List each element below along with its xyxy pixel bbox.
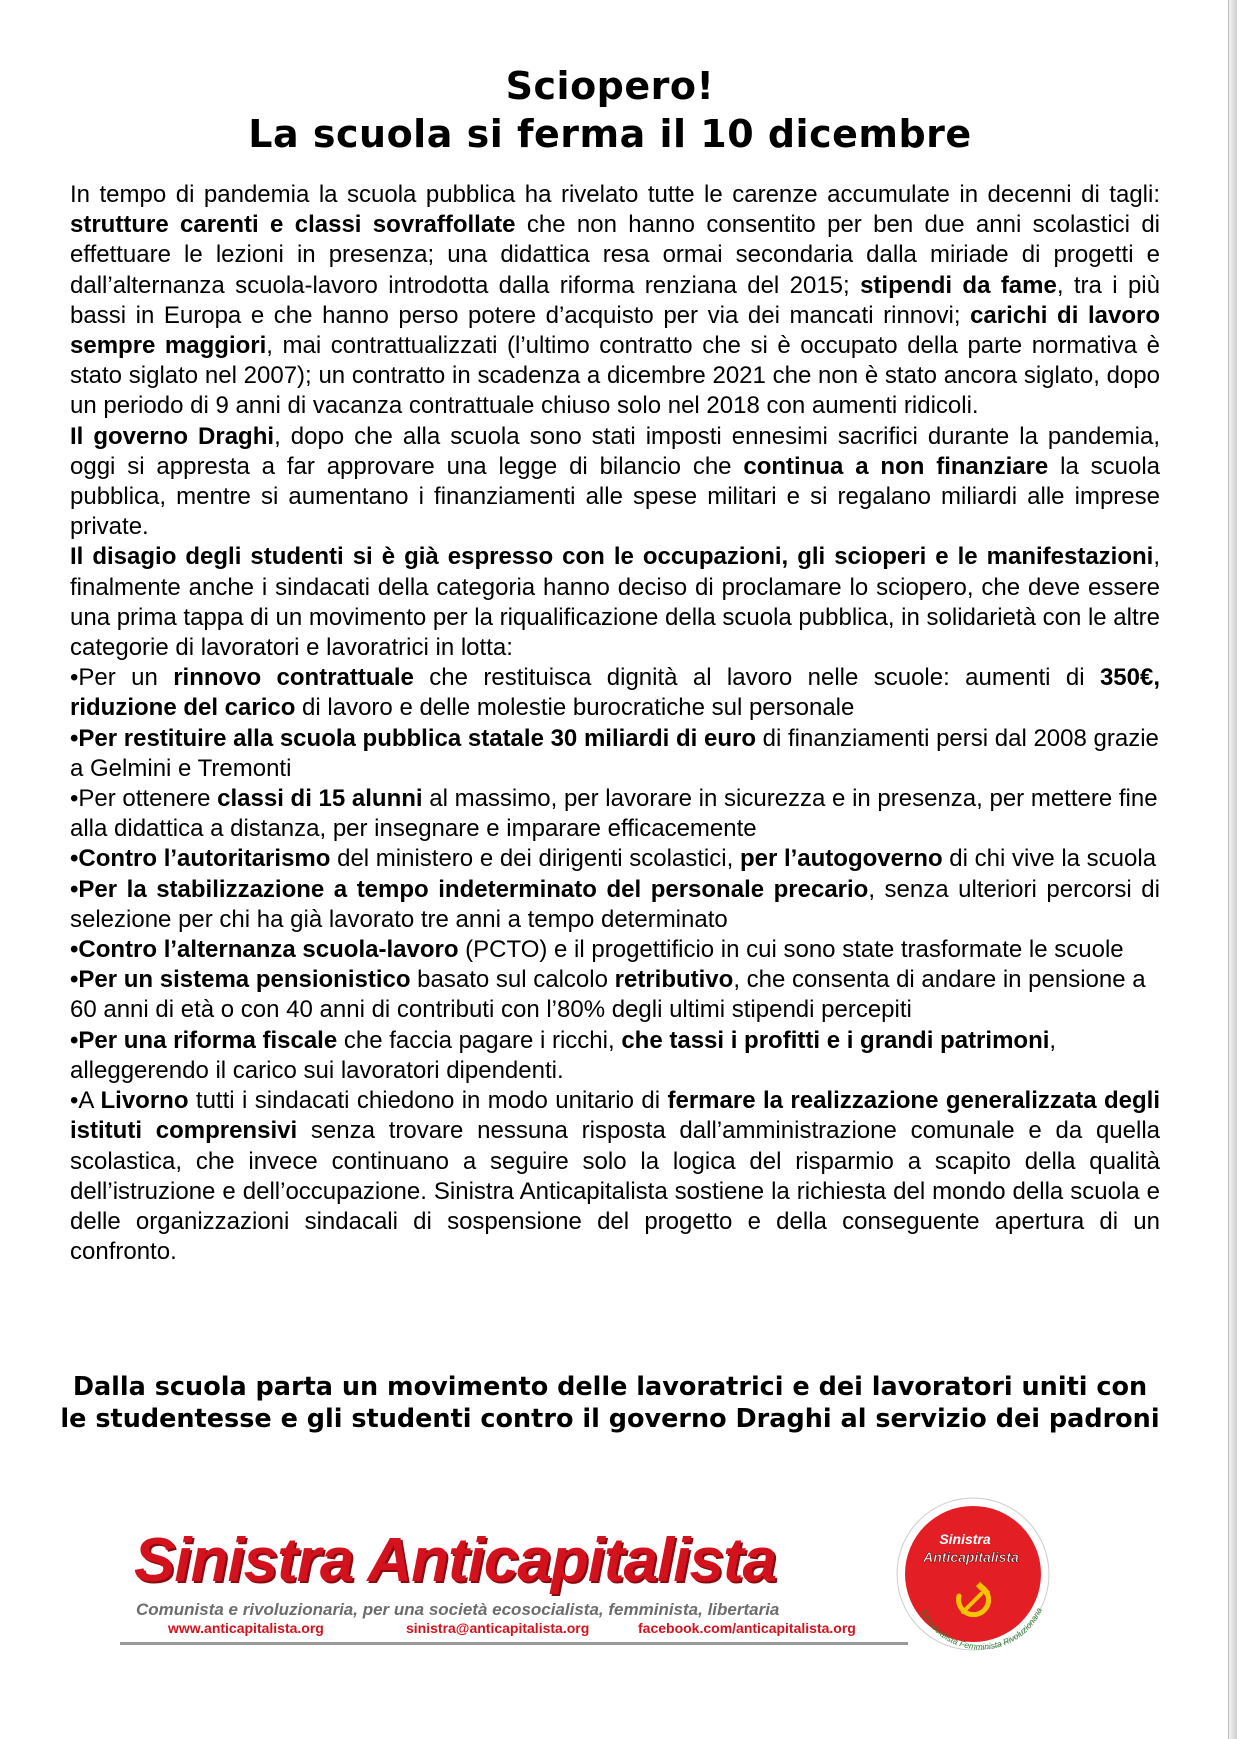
website-link[interactable]: www.anticapitalista.org [168, 1620, 324, 1636]
bullet-precarious [70, 875, 1160, 935]
page-title [0, 62, 1220, 158]
text-run: In tempo di pandemia la scuola pubblica ha rivelato tutte le carenze accumulate in decenni di tagli: [70, 181, 1160, 208]
bullet-alternanza [70, 935, 1160, 965]
bold-text: Il disagio degli studenti si è già espresso con le occupazioni, gli scioperi e le manifestazioni [70, 543, 1154, 571]
brand-name: Sinistra Anticapitalista [134, 1526, 777, 1595]
bullet-self-government [70, 844, 1160, 874]
text-run: che faccia pagare i ricchi, [337, 1026, 622, 1054]
bold-text: retributivo [614, 966, 734, 994]
text-run: basato sul calcolo [410, 966, 615, 994]
text-run: , finalmente anche i sindacati della categoria hanno deciso di proclamare lo sciopero, che deve essere una prima tappa di un movimento per la riqualificazione della scuola pubblica, in solidarietà con le altre categorie di lavoratori e lavoratrici in lotta: [70, 543, 1160, 662]
bullet-funding [70, 724, 1160, 784]
text-run: , che consenta di andare in pensione a 60 anni di età o con 40 anni di contributi con l’80% degli ultimi stipendi percepiti [70, 966, 1146, 1024]
bold-text: che tassi i profitti e i grandi patrimoni [621, 1026, 1050, 1054]
bold-text: Livorno [100, 1087, 189, 1115]
text-run: •A [70, 1087, 101, 1115]
text-run: tutti i sindacati chiedono in modo unitario di [188, 1087, 668, 1115]
text-run: , alleggerendo il carico sui lavoratori dipendenti. [70, 1026, 1057, 1084]
bold-text: carichi di lavoro sempre maggiori [70, 301, 1160, 360]
text-run: di lavoro e delle molestie burocratiche sul personale [295, 694, 855, 722]
text-run: (PCTO) e il progettificio in cui sono state trasformate le scuole [458, 936, 1124, 964]
facebook-link[interactable]: facebook.com/anticapitalista.org [638, 1620, 856, 1636]
paragraph-intro [70, 180, 1160, 422]
bold-text: per l’autogoverno [739, 845, 943, 873]
text-run: , tra i più bassi in Europa e che hanno perso potere d’acquisto per via dei mancati rinnovi; [70, 271, 1160, 329]
text-run: che non hanno consentito per ben due anni scolastici di effettuare le lezioni in presenza; una didattica resa ormai secondaria dalla miriade di progetti e dall’alternanza scuola-lavoro introdotta dalla riforma renziana del 2015; [70, 211, 1160, 299]
text-run: del ministero e dei dirigenti scolastici, [330, 845, 740, 873]
bold-text: stipendi da fame [860, 271, 1057, 299]
bullet-class-size [70, 784, 1160, 844]
text-run: •Per ottenere [70, 785, 218, 813]
text-run: che restituisca dignità al lavoro nelle scuole: aumenti di [413, 664, 1100, 692]
bold-text: •Per restituire alla scuola pubblica statale 30 miliardi di euro [70, 724, 756, 752]
bold-text: •Contro l’alternanza scuola-lavoro [70, 936, 459, 964]
contact-links [168, 1620, 908, 1642]
bold-text: •Per una riforma fiscale [70, 1026, 338, 1054]
text-run: senza trovare nessuna risposta dall’amministrazione comunale e da quella scolastica, che invece continuano a seguire solo la logica del risparmio a scapito della qualità dell’istruzione e dell’occupazione. Sinistra Anticapitalista sostiene la richiesta del mondo della scuola e delle organizzazioni sindacali di sospensione del progetto e della conseguente apertura di un confronto. [70, 1117, 1161, 1266]
bold-text: classi di 15 alunni [217, 785, 423, 813]
text-run: di chi vive la scuola [942, 845, 1157, 873]
bold-text: Il governo Draghi [70, 422, 275, 450]
text-run: , mai contrattualizzati (l’ultimo contratto che si è occupato della parte normativa è stato siglato nel 2007); un contratto in scadenza a dicembre 2021 che non è stato ancora siglato, dopo un periodo di 9 anni di vacanza contrattuale chiuso solo nel 2018 con aumenti ridicoli. [70, 332, 1160, 420]
seal-text-2: Anticapitalista [923, 1549, 1019, 1565]
bullet-pension [70, 965, 1160, 1025]
text-run: al massimo, per lavorare in sicurezza e in presenza, per mettere fine alla didattica a distanza, per insegnare e imparare efficacemente [70, 785, 1158, 843]
bold-text: continua a non finanziare [743, 452, 1049, 480]
title-line-2: La scuola si ferma il 10 dicembre [248, 112, 972, 156]
text-run: la scuola pubblica, mentre si aumentano i finanziamenti alle spese militari e si regalano miliardi alle imprese private. [70, 452, 1161, 541]
text-run: , senza ulteriori percorsi di selezione per chi ha già lavorato tre anni a tempo determinato [70, 875, 1160, 933]
bullet-tax-reform [70, 1026, 1160, 1086]
logo-banner [120, 1520, 908, 1648]
seal-ring-text: Ecosocialista Femminista Rivoluzionaria [919, 1606, 1044, 1652]
page-edge [1228, 0, 1237, 1739]
text-run: di finanziamenti persi dal 2008 grazie a Gelmini e Tremonti [70, 724, 1159, 782]
bullet-contract [70, 663, 1160, 723]
footer-logo [120, 1520, 1210, 1660]
seal-text-1: Sinistra [939, 1531, 991, 1547]
bold-text: strutture carenti e classi sovraffollate [70, 211, 516, 239]
bold-text: rinnovo contrattuale [173, 664, 414, 692]
bold-text: •Contro l’autoritarismo [70, 845, 331, 873]
text-run: , dopo che alla scuola sono stati imposti ennesimi sacrifici durante la pandemia, oggi si appresta a far approvare una legge di bilancio che [70, 422, 1161, 480]
footer-divider [120, 1642, 908, 1645]
closing-slogan: Dalla scuola parta un movimento delle lavoratrici e dei lavoratori uniti con le studentesse e gli studenti contro il governo Draghi al servizio dei padroni [60, 1372, 1160, 1434]
text-run: •Per un [70, 664, 174, 692]
bold-text: 350€, riduzione del carico [70, 664, 1160, 722]
bold-text: •Per la stabilizzazione a tempo indeterminato del personale precario [70, 875, 869, 903]
paragraph-students [70, 542, 1160, 663]
paragraph-draghi [70, 422, 1160, 543]
bullet-livorno [70, 1086, 1160, 1267]
title-line-1: Sciopero! [505, 64, 715, 108]
bold-text: •Per un sistema pensionistico [70, 966, 411, 994]
bold-text: fermare la realizzazione generalizzata degli istituti comprensivi [70, 1087, 1160, 1145]
party-seal-icon [893, 1494, 1053, 1654]
article-body [70, 180, 1160, 1267]
brand-tagline: Comunista e rivoluzionaria, per una società ecosocialista, femminista, libertaria [136, 1600, 780, 1619]
email-link[interactable]: sinistra@anticapitalista.org [406, 1620, 590, 1636]
